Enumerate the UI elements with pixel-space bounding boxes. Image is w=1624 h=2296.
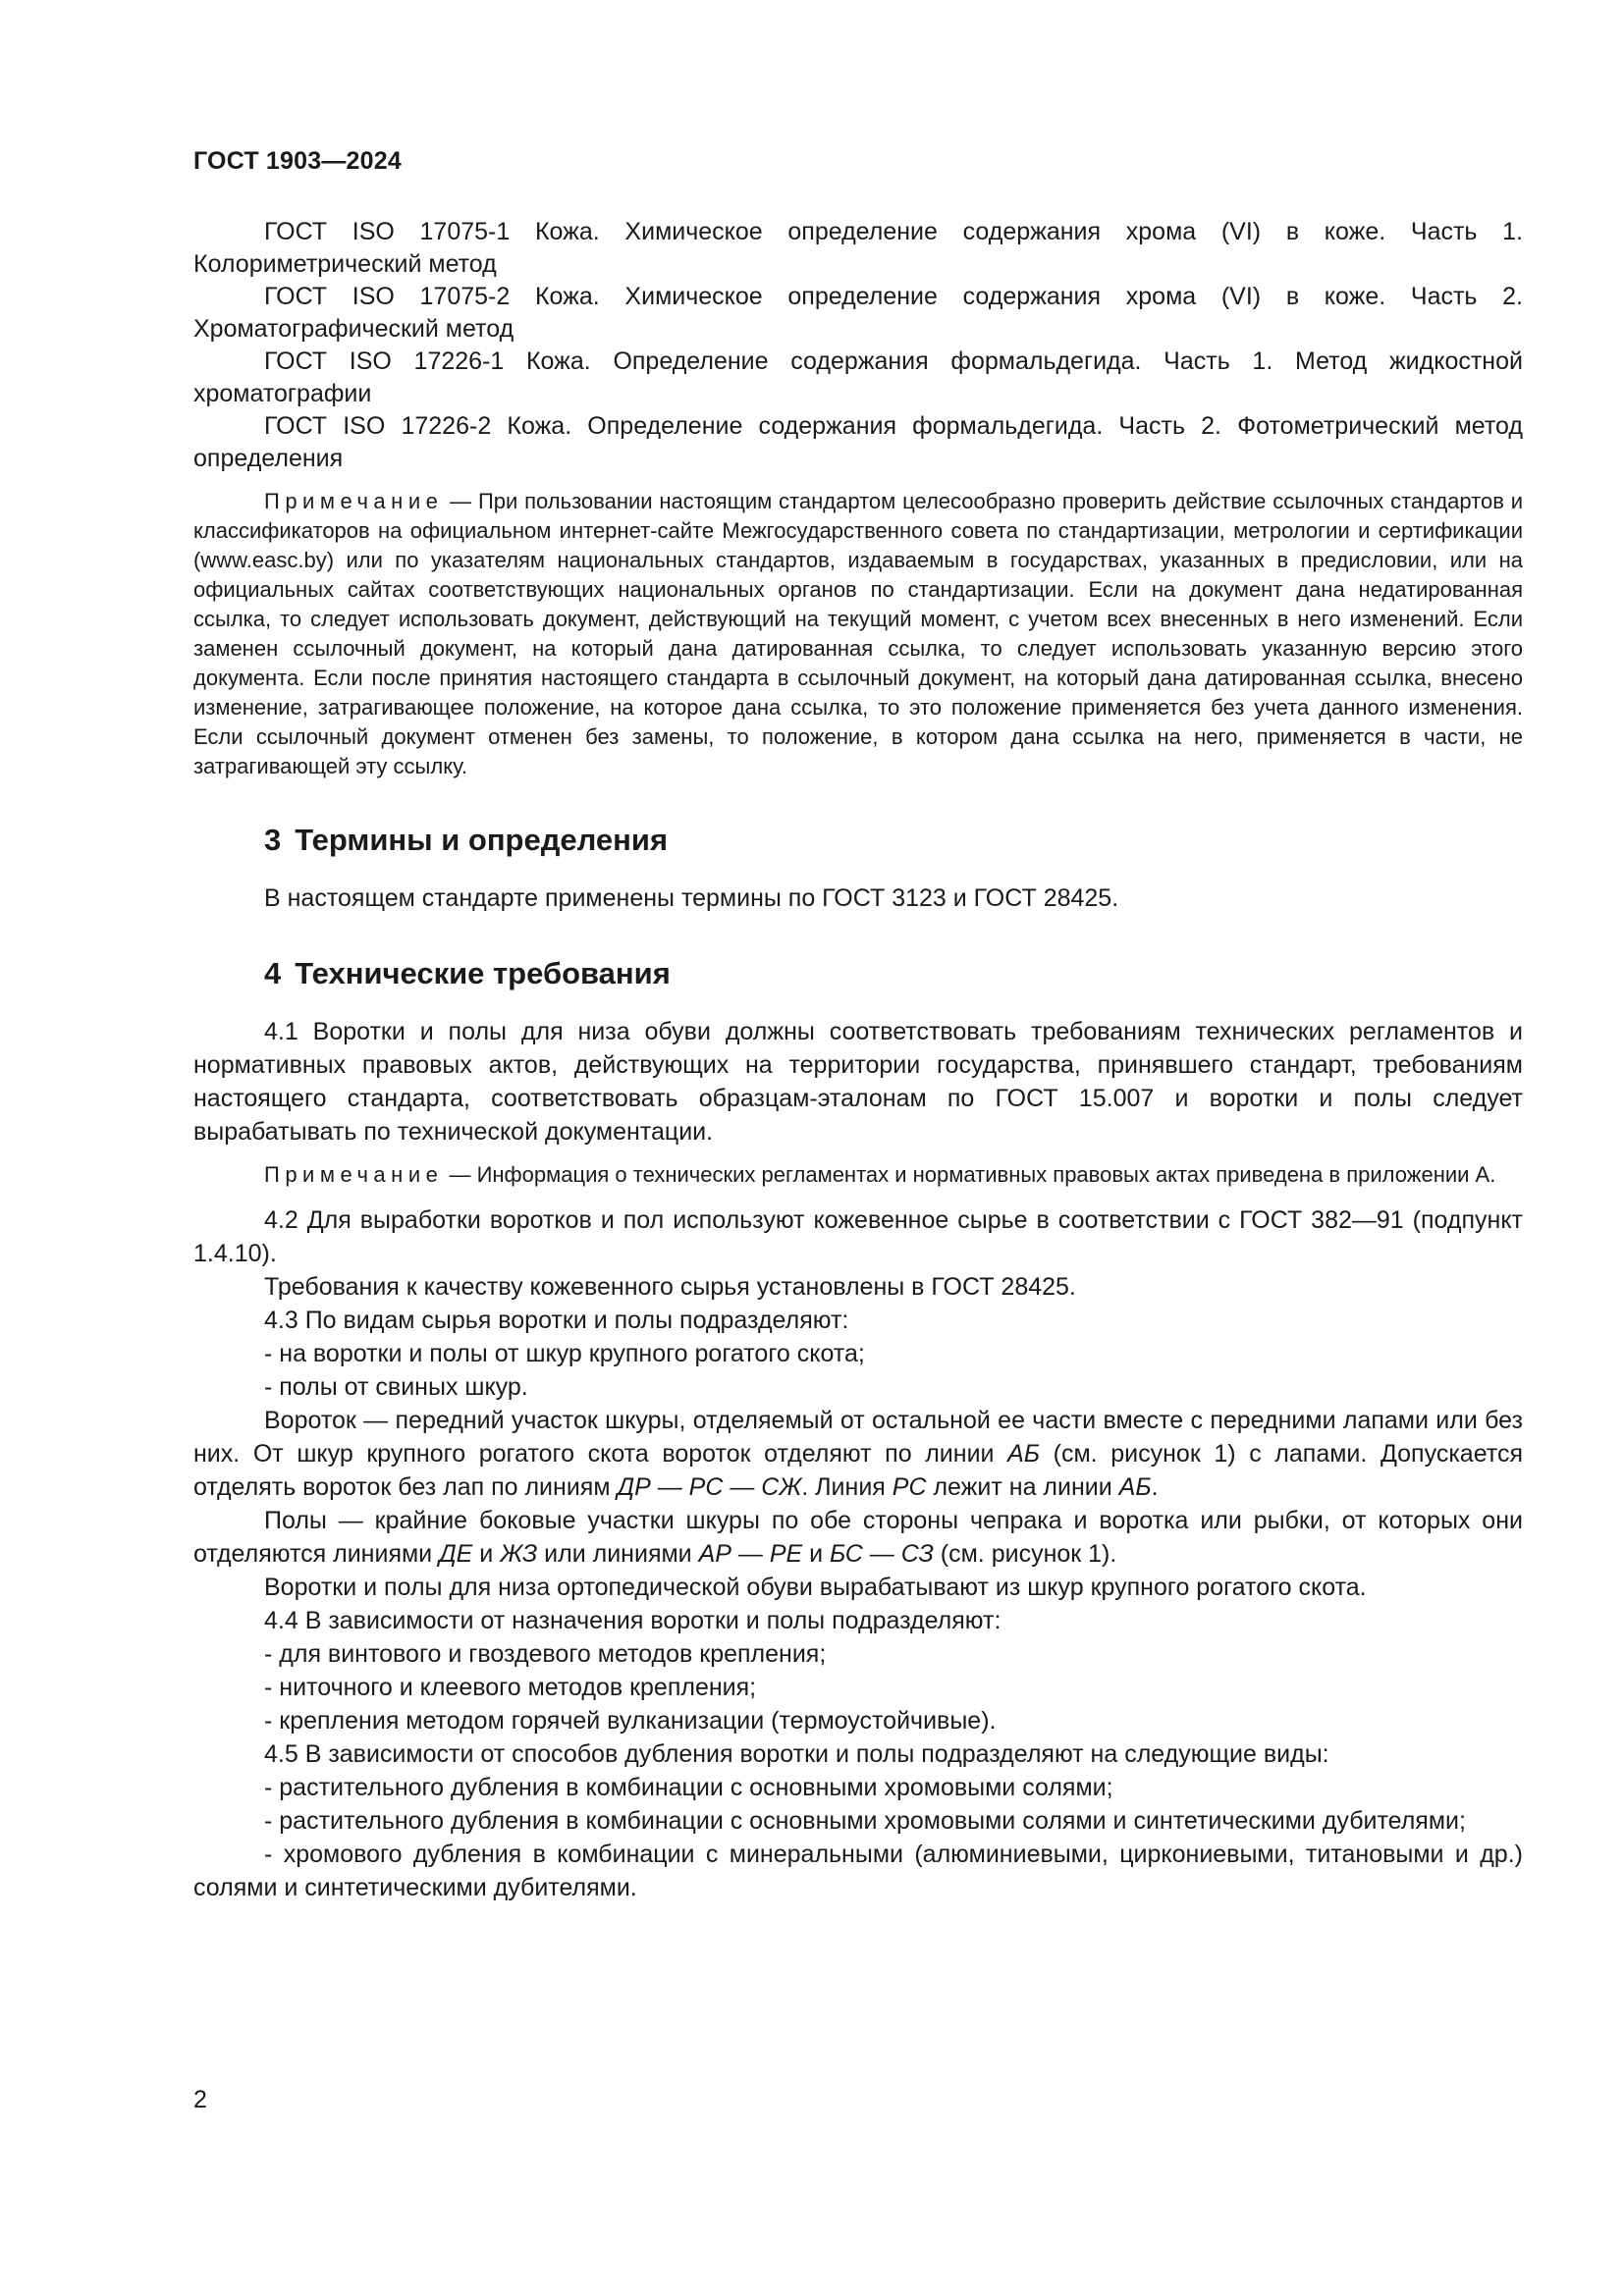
text-run: Полы — крайние боковые участки шкуры по обе стороны чепрака и воротка или рыбки, от которых они отделяются линиями [193, 1507, 1523, 1568]
text-run: лежит на линии [926, 1473, 1119, 1501]
text-run: . [1151, 1473, 1159, 1501]
list-item: - для винтового и гвоздевого методов крепления; [264, 1640, 827, 1668]
reference-item: ГОСТ ISO 17075-2 Кожа. Химическое определение содержания хрома (VI) в коже. Часть 2. Хроматографический метод [193, 283, 1523, 343]
clause-4-2: 4.2 Для выработки воротков и пол используют кожевенное сырье в соответствии с ГОСТ 382—91 (подпункт 1.4.10). [193, 1206, 1523, 1267]
note-text: — Информация о технических регламентах и нормативных правовых актах приведена в приложении А. [449, 1162, 1496, 1187]
line-label: БС — СЗ [830, 1540, 934, 1568]
orthopedic-paragraph: Воротки и полы для низа ортопедической обуви вырабатывают из шкур крупного рогатого скота. [264, 1574, 1367, 1601]
page-number: 2 [193, 2086, 207, 2113]
text-run: и [802, 1540, 831, 1568]
terms-paragraph: В настоящем стандарте применены термины по ГОСТ 3123 и ГОСТ 28425. [264, 884, 1119, 912]
list-item: - растительного дубления в комбинации с основными хромовыми солями; [264, 1774, 1113, 1801]
line-label: АР — РЕ [698, 1540, 803, 1568]
poly-definition [193, 1504, 1523, 1571]
list-item: - хромового дубления в комбинации с минеральными (алюминиевыми, циркониевыми, титановыми и др.) солями и синтетическими дубителями. [193, 1841, 1523, 1901]
line-label: РС [892, 1473, 927, 1501]
vorotok-definition [193, 1404, 1523, 1504]
clause-4-5: 4.5 В зависимости от способов дубления воротки и полы подразделяют на следующие виды: [264, 1740, 1329, 1768]
section-number: 3 [264, 823, 282, 857]
line-label: ЖЗ [500, 1540, 538, 1568]
note-regulations [193, 1160, 1523, 1190]
list-item: - крепления методом горячей вулканизации (термоустойчивые). [264, 1707, 997, 1735]
section-heading-terms [264, 821, 1523, 860]
reference-item: ГОСТ ISO 17075-1 Кожа. Химическое определение содержания хрома (VI) в коже. Часть 1. Колориметрический метод [193, 218, 1523, 278]
text-run: (см. рисунок 1). [933, 1540, 1117, 1568]
text-run: . Линия [801, 1473, 893, 1501]
page-content [193, 216, 1523, 1904]
clause-4-2-raw-quality: Требования к качеству кожевенного сырья установлены в ГОСТ 28425. [264, 1273, 1076, 1301]
clause-4-4: 4.4 В зависимости от назначения воротки и полы подразделяют: [264, 1607, 1001, 1634]
text-run: Вороток — передний участок шкуры, отделяемый от остальной ее части вместе с передними лапами или без них. От шкур крупного рогатого скота вороток отделяют по линии [193, 1407, 1523, 1468]
list-item: - растительного дубления в комбинации с основными хромовыми солями и синтетическими дубителями; [264, 1807, 1466, 1835]
note-references [193, 487, 1523, 781]
clause-4-1: 4.1 Воротки и полы для низа обуви должны соответствовать требованиям технических регламентов и нормативных правовых актов, действующих на территории государства, принявшего стандарт, требованиям настоящего стандарта, соответствовать образцам-эталонам по ГОСТ 15.007 и воротки и полы следует вырабатывать по технической документации. [193, 1018, 1523, 1146]
list-item: - на воротки и полы от шкур крупного рогатого скота; [264, 1340, 865, 1367]
section-title: Технические требования [295, 956, 671, 990]
note-text: — При пользовании настоящим стандартом целесообразно проверить действие ссылочных стандартов и классификаторов на официальном интернет-сайте Межгосударственного совета по стандартизации, метрологии и сертификации (www.easc.by) или по указателям национальных стандартов, издаваемым в государствах, указанных в предисловии, или на официальных сайтах соответствующих национальных органов по стандартизации. Если на документ дана недатированная ссылка, то следует использовать документ, действующий на текущий момент, с учетом всех внесенных в него изменений. Если заменен ссылочный документ, на который дана датированная ссылка, то следует использовать указанную версию этого документа. Если после принятия настоящего стандарта в ссылочный документ, на который дана датированная ссылка, внесено изменение, затрагивающее положение, на которое дана ссылка, то это положение применяется без учета данного изменения. Если ссылочный документ отменен без замены, то положение, в котором дана ссылка на него, применяется в части, не затрагивающей эту ссылку. [193, 489, 1523, 778]
line-label: ДЕ [439, 1540, 473, 1568]
section-number: 4 [264, 956, 282, 990]
note-label: Примечание [264, 1162, 444, 1187]
text-run: или линиями [537, 1540, 699, 1568]
document-header: ГОСТ 1903—2024 [193, 147, 402, 175]
line-label: ДР — РС — СЖ [617, 1473, 802, 1501]
list-item: - ниточного и клеевого методов крепления; [264, 1674, 757, 1701]
clause-4-3: 4.3 По видам сырья воротки и полы подразделяют: [264, 1307, 849, 1334]
line-label: АБ [1118, 1473, 1152, 1501]
section-heading-requirements [264, 954, 1523, 993]
note-label: Примечание [264, 489, 444, 513]
list-item: - полы от свиных шкур. [264, 1373, 528, 1401]
line-label: АБ [1007, 1440, 1041, 1468]
reference-item: ГОСТ ISO 17226-1 Кожа. Определение содержания формальдегида. Часть 1. Метод жидкостной хроматографии [193, 347, 1523, 407]
text-run: (см. рисунок 1) с лапами. Допускается отделять вороток без лап по линиям [193, 1440, 1523, 1501]
text-run: и [472, 1540, 501, 1568]
section-title: Термины и определения [295, 823, 669, 857]
reference-item: ГОСТ ISO 17226-2 Кожа. Определение содержания формальдегида. Часть 2. Фотометрический метод определения [193, 412, 1523, 472]
